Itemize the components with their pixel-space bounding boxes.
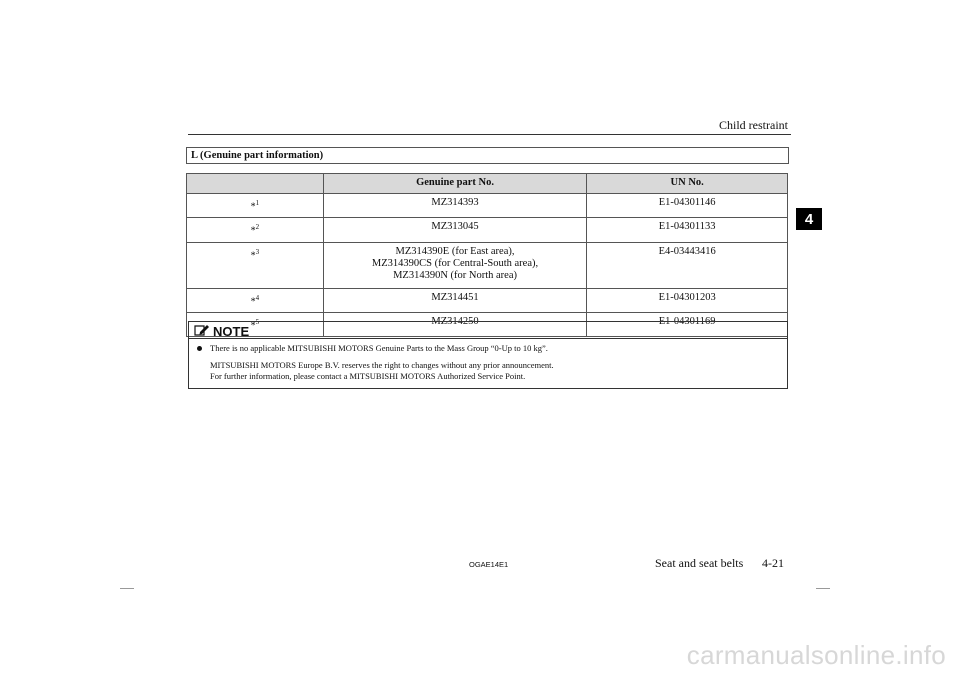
section-title-box xyxy=(186,147,789,164)
asterisk-mark: * xyxy=(250,249,256,261)
note-divider xyxy=(189,338,787,339)
header-rule xyxy=(188,134,791,135)
ref-number: 4 xyxy=(255,293,260,302)
column-header-part-no: Genuine part No. xyxy=(323,174,587,194)
ref-number: 3 xyxy=(255,247,260,256)
ref-number: 2 xyxy=(255,223,260,232)
watermark: carmanualsonline.info xyxy=(686,640,946,670)
part-no-cell: MZ314393 xyxy=(323,194,587,218)
un-no-cell: E1-04301133 xyxy=(587,218,788,242)
parts-table xyxy=(186,173,788,337)
part-no-cell: MZ314250 xyxy=(323,312,587,336)
note-header xyxy=(194,324,249,339)
part-no-cell xyxy=(323,242,587,288)
table-row xyxy=(187,218,788,242)
page-header-title: Child restraint xyxy=(719,118,788,132)
asterisk-mark: * xyxy=(250,201,256,213)
part-no-cell: MZ314451 xyxy=(323,288,587,312)
crop-mark xyxy=(120,588,134,589)
bullet-dot-icon xyxy=(197,346,202,351)
column-header-un-no: UN No. xyxy=(587,174,788,194)
un-no-cell: E1-04301146 xyxy=(587,194,788,218)
note-bullet-item xyxy=(197,343,779,354)
part-no-line: MZ314390N (for North area) xyxy=(393,269,517,281)
table-row xyxy=(187,242,788,288)
table-row xyxy=(187,288,788,312)
chapter-tab[interactable]: 4 xyxy=(796,208,822,230)
note-body xyxy=(197,343,779,382)
ref-number: 1 xyxy=(255,199,260,207)
row-ref-cell xyxy=(187,242,324,288)
row-ref-cell xyxy=(187,288,324,312)
ref-number: 5 xyxy=(255,317,260,326)
asterisk-mark: * xyxy=(250,320,256,332)
part-no-cell: MZ313045 xyxy=(323,218,587,242)
part-no-line: MZ314390CS (for Central-South area), xyxy=(371,257,539,269)
footer-doc-code: OGAE14E1 xyxy=(469,560,509,569)
note-heading: NOTE xyxy=(213,324,250,339)
section-title: L (Genuine part information) xyxy=(191,150,324,161)
un-no-cell: E4-03443416 xyxy=(587,242,788,288)
un-no-cell: E1-04301203 xyxy=(587,288,788,312)
row-ref-cell xyxy=(187,218,324,242)
asterisk-mark: * xyxy=(250,225,256,237)
crop-mark xyxy=(816,588,830,589)
footer-section-name: Seat and seat belts xyxy=(655,556,744,570)
part-no-line: MZ314390E (for East area), xyxy=(395,245,515,257)
footer-page-number: 4-21 xyxy=(762,556,784,570)
column-header-blank xyxy=(187,174,324,194)
note-paragraph: MITSUBISHI MOTORS Europe B.V. reserves the right to changes without any prior announcement. xyxy=(210,360,554,370)
note-bullet-text: There is no applicable MITSUBISHI MOTORS Genuine Parts to the Mass Group “0-Up to 10 kg”. xyxy=(210,343,548,353)
asterisk-mark: * xyxy=(250,295,256,307)
un-no-cell: E1-04301169 xyxy=(587,312,788,336)
row-ref-cell xyxy=(187,194,324,218)
note-box xyxy=(188,321,788,389)
note-pencil-icon xyxy=(194,324,213,339)
table-header-row xyxy=(187,174,788,194)
table-row xyxy=(187,194,788,218)
note-paragraph: For further information, please contact a MITSUBISHI MOTORS Authorized Service Point. xyxy=(210,371,526,381)
